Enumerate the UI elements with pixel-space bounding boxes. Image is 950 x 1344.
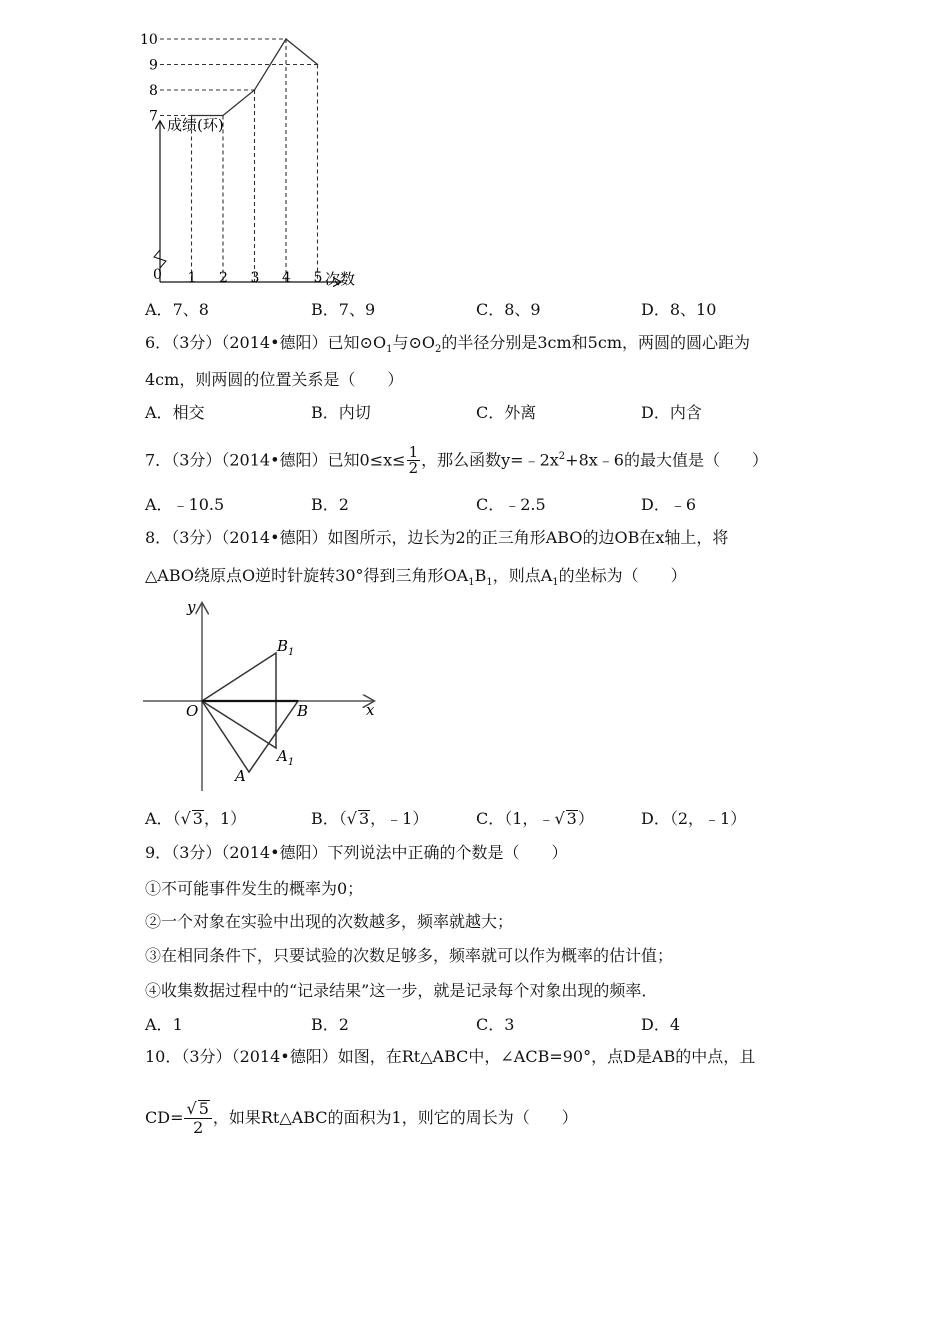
q7-stem: 7．（3分）（2014•德阳）已知0≤x≤ $\frac{1}{2}$ ，那么函数$y=﹣2x^2+8x﹣6$的最大值是（ ） [145,443,768,478]
q5-option-d[interactable]: D．8、10 [641,300,717,319]
q6-stem-line2: 4cm，则两圆的位置关系是（ ） [145,370,404,389]
q8-option-a[interactable]: A．（√ 3，1） [145,809,247,828]
q7-option-d[interactable]: D．﹣6 [641,495,697,514]
q9-option-d[interactable]: D．4 [641,1015,681,1034]
fig-label-a: A [235,767,246,785]
q7-option-c[interactable]: C．﹣2.5 [476,495,546,514]
q10-stem: 10．（3分）（2014•德阳）如图，在Rt△ABC中，∠ACB=90°，点D是AB的中点，且 [145,1047,756,1066]
chart-x-tick-label: 2 [219,270,228,286]
q6-option-d[interactable]: D．内含 [641,403,702,422]
q5-option-c[interactable]: C．8、9 [476,300,541,319]
q5-option-b[interactable]: B．7、9 [311,300,376,319]
rotation-figure [140,598,390,798]
q9-item-1: ①不可能事件发生的概率为0； [145,879,364,898]
score-line-chart [135,32,375,295]
fig-x-label: x [366,701,375,719]
chart-xlabel: 次数 [325,270,356,288]
q9-option-a[interactable]: A．1 [145,1015,183,1034]
q8-stem: 8．（3分）（2014•德阳）如图所示，边长为2的正三角形ABO的边OB在x轴上，将 [145,528,729,547]
chart-y-tick-label: 10 [140,32,158,48]
q8-option-b[interactable]: B．（√ 3，﹣1） [311,809,429,828]
fig-label-a1: $A_1$ [277,747,295,768]
chart-x-tick-label: 5 [313,270,323,286]
chart-x-tick-label: 3 [250,270,260,286]
q9-option-c[interactable]: C．3 [476,1015,515,1034]
q8-option-d[interactable]: D．（2，﹣1） [641,809,747,828]
q6-stem: 6．（3分）（2014•德阳）已知$⊙O_1$与$⊙O_2$的半径分别是3cm和5cm，两圆的圆心距为 [145,333,750,356]
q6-option-c[interactable]: C．外离 [476,403,537,422]
chart-x-tick-label: 4 [282,270,291,286]
q9-item-2: ②一个对象在实验中出现的次数越多，频率就越大； [145,912,514,931]
chart-ylabel: 成绩(环) [167,116,224,134]
q10-stem-line2: CD= $\frac{√ 5}{2}$ ，如果Rt△ABC的面积为1，则它的周长为（ ） [145,1099,578,1137]
q7-option-a[interactable]: A．﹣10.5 [145,495,225,514]
chart-y-tick-label: 8 [149,83,158,99]
q6-option-b[interactable]: B．内切 [311,403,371,422]
chart-x-tick-label: 1 [187,270,197,286]
q7-fraction: $\frac{1}{2}$ [408,443,419,478]
q9-item-4: ④收集数据过程中的“记录结果”这一步，就是记录每个对象出现的频率． [145,981,658,1000]
q9-stem: 9．（3分）（2014•德阳）下列说法中正确的个数是（ ） [145,843,568,862]
q8-stem-line2: △ABO绕原点O逆时针旋转30°得到三角形$OA_1B_1$，则点$A_1$的坐标为（ ） [145,566,687,589]
fig-label-o: O [186,702,199,720]
q10-fraction: $\frac{√ 5}{2}$ [184,1100,211,1137]
fig-y-label: y [187,598,196,616]
q9-option-b[interactable]: B．2 [311,1015,349,1034]
chart-y-tick-label: 9 [149,57,158,74]
chart-y-tick-label: 7 [149,108,158,125]
q6-option-a[interactable]: A．相交 [145,403,205,422]
chart-origin: 0 [153,267,162,283]
fig-label-b1: $B_1$ [277,637,295,658]
q5-option-a[interactable]: A．7、8 [145,300,209,319]
fig-label-b: B [297,702,309,720]
q8-option-c[interactable]: C．（1，﹣√ 3） [476,809,594,828]
q9-item-3: ③在相同条件下，只要试验的次数足够多，频率就可以作为概率的估计值； [145,946,674,965]
q7-option-b[interactable]: B．2 [311,495,349,514]
